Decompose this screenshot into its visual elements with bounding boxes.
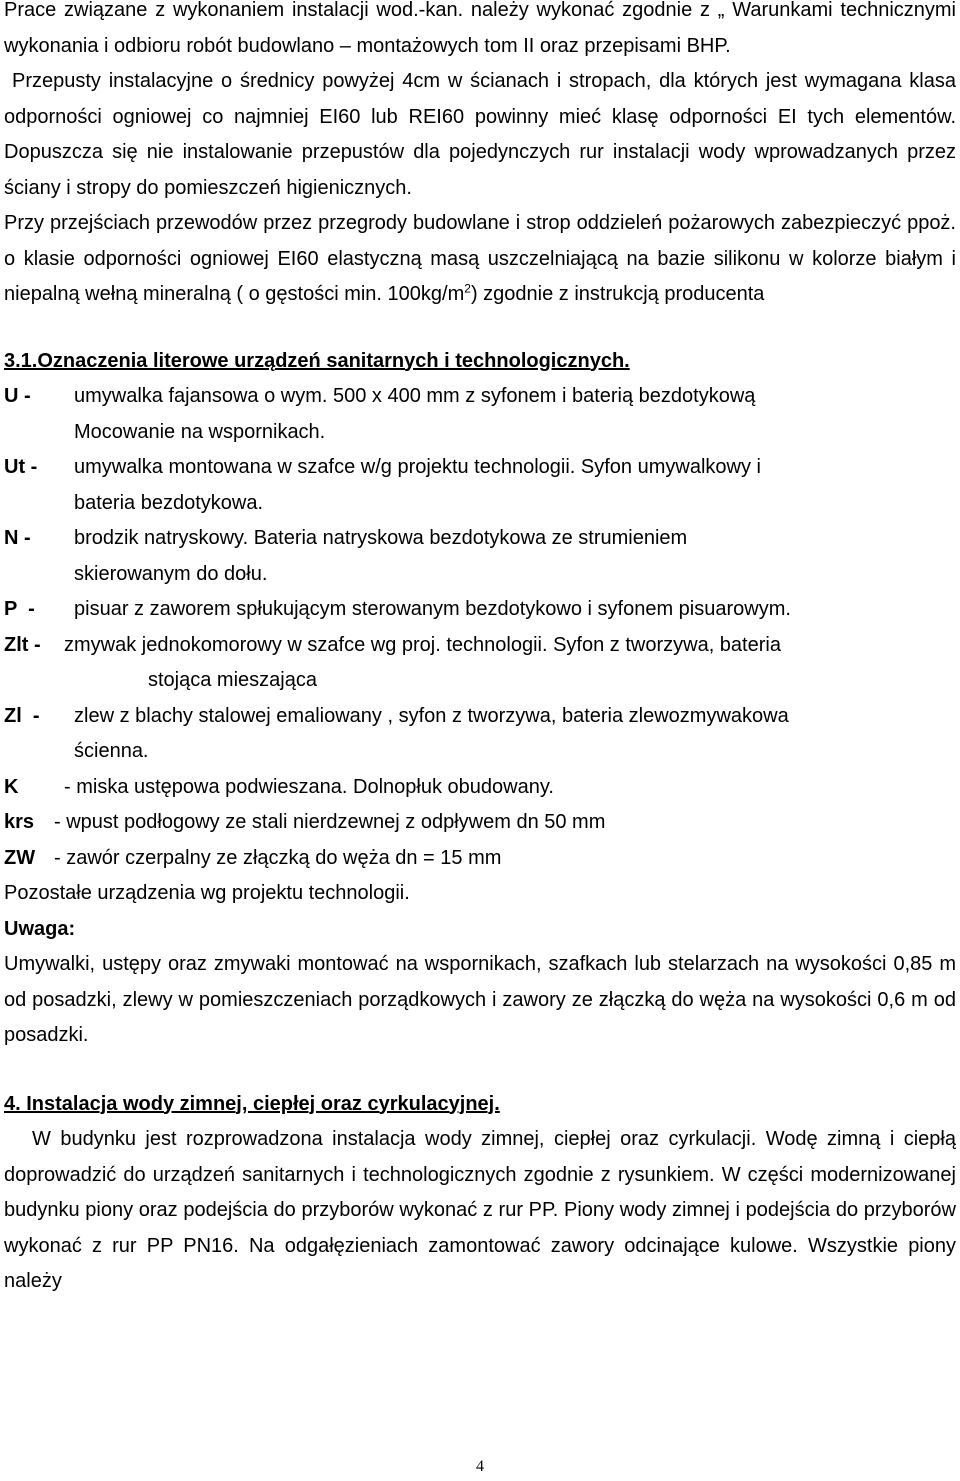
list-item	[4, 450, 956, 521]
fixture-description	[64, 628, 956, 699]
list-item	[4, 379, 956, 450]
section-3-1-heading: 3.1.Oznaczenia literowe urządzeń sanitarnych i technologicznych.	[4, 349, 630, 372]
note-text: Umywalki, ustępy oraz zmywaki montować na wspornikach, szafkach lub stelarzach na wysokości 0,85 m od posadzki, zlewy w pomieszczeniach porządkowych i zawory ze złączką do węża na wysokości 0,6 m od posadzki.	[4, 953, 956, 1046]
fixture-code: U -	[4, 385, 42, 407]
page-number: 4	[476, 1458, 484, 1475]
spacer	[4, 1054, 956, 1087]
fixture-desc-line2: bateria bezdotykowa.	[74, 491, 264, 514]
fixture-desc-line1: zlew z blachy stalowej emaliowany , syfon z tworzywa, bateria zlewozmywakowa	[74, 704, 789, 727]
list-item	[4, 841, 956, 877]
spacer	[4, 313, 956, 346]
fixture-description: - zawór czerpalny ze złączką do węża dn = 15 mm	[54, 846, 502, 869]
fixture-code: P -	[4, 598, 46, 620]
fixture-code: krs	[4, 811, 46, 833]
fixture-desc-line1: zmywak jednokomorowy w szafce wg proj. technologii. Syfon z tworzywa, bateria	[64, 633, 781, 656]
fixture-list	[4, 379, 956, 876]
fixture-desc-line1: brodzik natryskowy. Bateria natryskowa bezdotykowa ze strumieniem	[74, 527, 688, 549]
fixture-code: Ut -	[4, 456, 43, 478]
fixture-description	[74, 450, 956, 521]
fixture-desc-line2: ścienna.	[74, 740, 149, 762]
intro-paragraph-3-main: Przy przejściach przewodów przez przegrody budowlane i strop oddzieleń pożarowych zabezpieczyć ppoż. o klasie odporności ogniowej EI60 elastyczną masą uszczelniającą na bazie silikonu w kolorze białym i niepalną wełną mineralną ( o gęstości min. 100kg/m	[4, 212, 956, 305]
fixture-desc-line1: umywalka fajansowa o wym. 500 x 400 mm z syfonem i baterią bezdotykową	[74, 385, 756, 407]
fixture-desc-line1: umywalka montowana w szafce w/g projektu technologii. Syfon umywalkowy i	[74, 456, 761, 478]
fixture-code: Zl -	[4, 704, 51, 727]
intro-paragraph-3-end: ) zgodnie z instrukcją producenta	[470, 283, 765, 305]
other-fixtures-note: Pozostałe urządzenia wg projektu technologii.	[4, 882, 410, 904]
fixture-desc-line2: Mocowanie na wspornikach.	[74, 420, 326, 443]
intro-paragraph-1: Prace związane z wykonaniem instalacji wod.-kan. należy wykonać zgodnie z „ Warunkami technicznymi wykonania i odbioru robót budowlano – montażowych tom II oraz przepisami BHP.	[4, 0, 956, 57]
fixture-description	[74, 699, 956, 770]
list-item	[4, 770, 956, 806]
section-4-heading: 4. Instalacja wody zimnej, ciepłej oraz cyrkulacyjnej.	[4, 1092, 500, 1115]
list-item	[4, 699, 956, 770]
fixture-desc-line2: skierowanym do dołu.	[74, 562, 268, 585]
fixture-desc-line2: stojąca mieszająca	[148, 669, 317, 691]
list-item	[4, 521, 956, 592]
fixture-code: K	[4, 775, 47, 798]
fixture-description	[74, 521, 956, 592]
fixture-description: - wpust podłogowy ze stali nierdzewnej z odpływem dn 50 mm	[54, 811, 606, 833]
intro-paragraph-3	[4, 206, 956, 313]
fixture-code: ZW	[4, 846, 47, 869]
fixture-code: N -	[4, 527, 42, 549]
fixture-description: pisuar z zaworem spłukującym sterowanym bezdotykowo i syfonem pisuarowym.	[74, 598, 791, 620]
note-label: Uwaga:	[4, 917, 76, 940]
list-item	[4, 592, 956, 628]
list-item	[4, 805, 956, 841]
fixture-description	[74, 379, 956, 450]
fixture-code: Zlt -	[4, 633, 47, 656]
section-4-text: W budynku jest rozprowadzona instalacja wody zimnej, ciepłej oraz cyrkulacji. Wodę zimną i ciepłą doprowadzić do urządzeń sanitarnych i technologicznych zgodnie z rysunkiem. W części modernizowanej budynku piony oraz podejścia do przyborów wykonać z rur PP. Piony wody zimnej i podejścia do przyborów wykonać z rur PP PN16. Na odgałęzieniach zamontować zawory odcinające kulowe. Wszystkie piony należy	[4, 1128, 956, 1292]
list-item	[4, 628, 956, 699]
superscript-2: 2	[464, 281, 471, 296]
fixture-description: - miska ustępowa podwieszana. Dolnopłuk obudowany.	[64, 775, 554, 798]
intro-paragraph-2: Przepusty instalacyjne o średnicy powyżej 4cm w ścianach i stropach, dla których jest wymagana klasa odporności ogniowej co najmniej EI60 lub REI60 powinny mieć klasę odporności EI tych elementów. Dopuszcza się nie instalowanie przepustów dla pojedynczych rur instalacji wody wprowadzanych przez ściany i stropy do pomieszczeń higienicznych.	[4, 70, 956, 199]
